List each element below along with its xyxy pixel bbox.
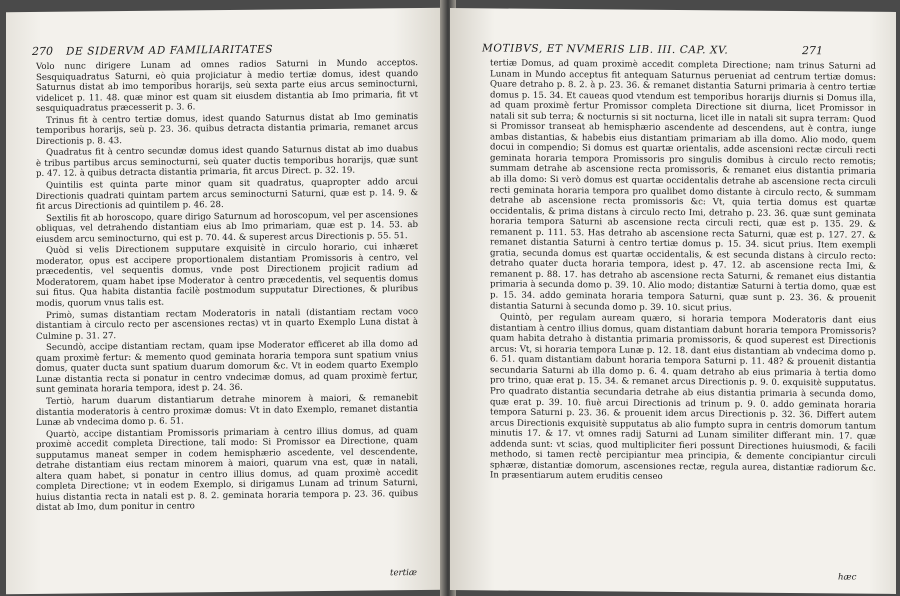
paragraph: Quintilis est quinta parte minor quam sit quadratus, quapropter addo arcui Directionis quadrati quintam partem arcus seminocturni Saturni, quæ est p. 14. 9. & fit arcus Directionis ad quintilem p. 46. 28. <box>36 177 418 213</box>
paragraph: Volo nunc dirigere Lunam ad omnes radios Saturni in Mundo acceptos. Sesquiquadratus Saturni, eò quia projiciatur à medio tertiæ domus, idest quando Saturnus distat ab imo temporibus horarijs, seù sexta parte eius arcus seminocturni, videlicet p. 11. 48. quæ minor est quam sit eiusdem distantia ab Imo primaria, fit vt sesquiquadratus præcesserit p. 3. 6. <box>36 57 418 115</box>
catchword-left: tertiæ <box>390 568 417 579</box>
left-page <box>6 8 446 595</box>
paragraph: Quòd si velis Directionem supputare exquisitè in circulo horario, cui inhæret moderator, opus est accipere proportionalem distantiam Promissoris à centro, vel præcedentis, vel sequentis domus, vnde post Directionem projicit radium ad Moderatorem, quam habet ipse Moderator à centro præcedentis, vel sequentis domus sui fitus. Qua habita distantia facilè postmodum supputatur Directiones, & pluribus modis, quorum vnus talis est. <box>36 242 418 310</box>
running-head-left: DE SIDERVM AD FAMILIARITATES <box>66 43 274 58</box>
paragraph: Sextilis fit ab horoscopo, quare dirigo Saturnum ad horoscopum, vel per ascensiones obliquas, vel detrahendo distantiam eius ab Imo primariam, quæ est p. 14. 53. ab eiusdem arcu seminocturno, qui est p. 70. 44. & superest arcus Directionis p. 55. 51. <box>36 209 418 245</box>
text-block-right <box>490 58 876 485</box>
page-number-left: 270 <box>32 44 53 59</box>
paragraph: Quintò, per regulam auream quæro, si horaria tempora Moderatoris dant eius distantiam à centro illius domus, quam distantiam dabunt horaria tempora Promissoris? quam habita detraho à distantia primaria promissoris, & quod superest est Directionis arcus: Vt, si horaria tempora Lunæ p. 12. 18. dant eius distantiam ab vndecima domo p. 6. 51. quam distantiam dabunt horaria tempora Saturni p. 11. 48? & prouenit distantia secundaria Saturni ab illa domo p. 6. 4. quam detraho ab eius primaria à tertia domo pro trino, quæ erat p. 15. 34. & remanet arcus Directionis p. 9. 0. exquisitè supputatus. Pro quadrato distantia secundaria detrahe ab eius distantia primaria à secunda domo, quæ erat p. 39. 10. fiuè arcui Directionis ad trinum p. 9. 0. addo geminata horaria tempora Saturni p. 23. 36. & prouenit idem arcus Directionis p. 32. 36. Differt autem arcus Directionis exquisitè supputatus ab alio fumpto supra in centris domorum tantum minutis 17. & 17. vt omnes radij Saturni ad Lunam similiter differant min. 17. quæ addenda sunt: vt scias, quod multipliciter fieri possunt Directiones huiusmodi, & facili methodo, si tamen rectè percipiantur mea principia, & demente concipiantur circuli sphæræ, distantiæ domorum, ascensiones rectæ, regula aurea, distantiæ radiorum &c. In præsentiarum autem eruditis censeo <box>490 312 876 483</box>
text-block-left <box>36 58 418 515</box>
running-head-right: MOTIBVS, ET NVMERIS LIB. III. CAP. XV. <box>482 42 729 57</box>
paragraph: Tertiò, harum duarum distantiarum detrahe minorem à maiori, & remanebit distantia moderatoris à centro proximæ domus: Vt in dato Exemplo, remanet distantia Lunæ ab vndecima domo p. 6. 51. <box>36 392 418 429</box>
paragraph: Primò, sumas distantiam rectam Moderatoris in natali (distantiam rectam voco distantiam à circulo recto per ascensiones rectas) vt in quarto Exemplo Luna distat à Culmine p. 31. 27. <box>36 306 418 342</box>
paragraph: Trinus fit à centro tertiæ domus, idest quando Saturnus distat ab Imo geminatis temporibus horarijs, seù p. 23. 36. quibus detracta distantia primaria, remanet arcus Directionis p. 8. 43. <box>36 111 418 147</box>
paragraph: Secundò, accipe distantiam rectam, quam ipse Moderator efficeret ab illa domo ad quam proximè fertur: & memento quod geminata horaria tempora sunt spatium vnius domus, quater ducta sunt spatium duarum domorum &c. Vt in eodem quarto Exemplo Lunæ distantia recta si ponatur in centro vndecimæ domus, ad quam proximè fertur, sunt geminata horaria tempora, idest p. 24. 36. <box>36 339 418 396</box>
page-number-right: 271 <box>802 44 823 58</box>
paragraph: Quadratus fit à centro secundæ domus idest quando Saturnus distat ab imo duabus è tribus partibus arcus seminocturni, seù quater ductis temporibus horarijs, quæ sunt p. 47. 12. à quibus detracta distantia primaria, fit arcus Direct. p. 32. 19. <box>36 144 418 180</box>
paragraph: Quartò, accipe distantiam Promissoris primariam à centro illius domus, ad quam proximè accedit completa Directione, tali modo: Si Promissor ea Directione, quam supputamus maneat semper in codem hemisphærio ascedente, vel descendente, detrahe distantiam eius rectam minorem à maiori, quarum vna est, quæ in natali, altera quam habet, si ponatur in centro illius domus, ad quam proximè accedit completa Directione; vt in eodem Exemplo, si dirigamus Lunam ad trinum Saturni, huius distantia recta in natali est p. 8. 2. geminata horaria tempora p. 23. 36. quibus distat ab Imo, dum ponitur in centro <box>36 425 418 514</box>
paragraph: tertiæ Domus, ad quam proximè accedit completa Directione; nam trinus Saturni ad Lunam in Mundo acceptus fit antequam Saturnus perueniat ad centrum tertiæ domus: Quare detraho p. 8. 2. à p. 23. 36. & remanet distantia Saturni primaria à centro tertiæ domus p. 15. 34. Et caueas quod vtendum est temporibus horarijs diurnis si Domus illa, ad quam proximè fertur Promissor completa Directione sit diurna, licet Promissor in natali sit sub terra; & nocturnis si sit nocturna, licet ille in natali sit supra terram: Quod si Promissor transeat ab hemisphærio ascendente ad descendens, aut è contra, iunge ambas distantias, & habebis eius distantiam primariam ab illa domo. Alio modo, quem docui in compendio; Si domus est quartæ orientalis, adde ascensioni rectæ circuli recti geminata horaria tempora Promissoris pro singulis domibus à circulo recto remotis; summam detrahe ab ascensione recta promissoris, & remanet eius distantia primaria ab illa domo: Si verò domus est quartæ occidentalis detrahe ab ascensione recta circuli recti geminata horaria tempora pro qualibet domo distante à circulo recto, & summam detrahe ab ascensione recta promissoris &c: Vt, quia tertia domus est quartæ occidentalis, & prima distans à circulo recto Imi, detraho p. 23. 36. quæ sunt geminata horaria tempora Saturni ab ascensione recta circuli recti, quæ est p. 135. 29. & remanent p. 111. 53. Has detraho ab ascensione recta Saturni, quæ est p. 127. 27. & remanet distantia Saturni à centro tertiæ domus p. 15. 34. sicut prius. Item exempli gratia, secunda domus est quartæ occidentalis, & est secunda distans à circulo recto: detraho quater ducta horaria tempora, idest p. 47. 12. ab ascensione recta Imi, & remanent p. 88. 17. has detraho ab ascensione recta Saturni, & remanet eius distantia primaria à secunda domo p. 39. 10. Alio modo; distantiæ Saturni à tertia domo, quæ est p. 15. 34. addo geminata horaria tempora Saturni, quæ sunt p. 23. 36. & prouenit distantia Saturni à secunda domo p. 39. 10. sicut prius. <box>490 58 876 314</box>
right-page <box>450 8 896 594</box>
catchword-right: hæc <box>838 572 857 583</box>
